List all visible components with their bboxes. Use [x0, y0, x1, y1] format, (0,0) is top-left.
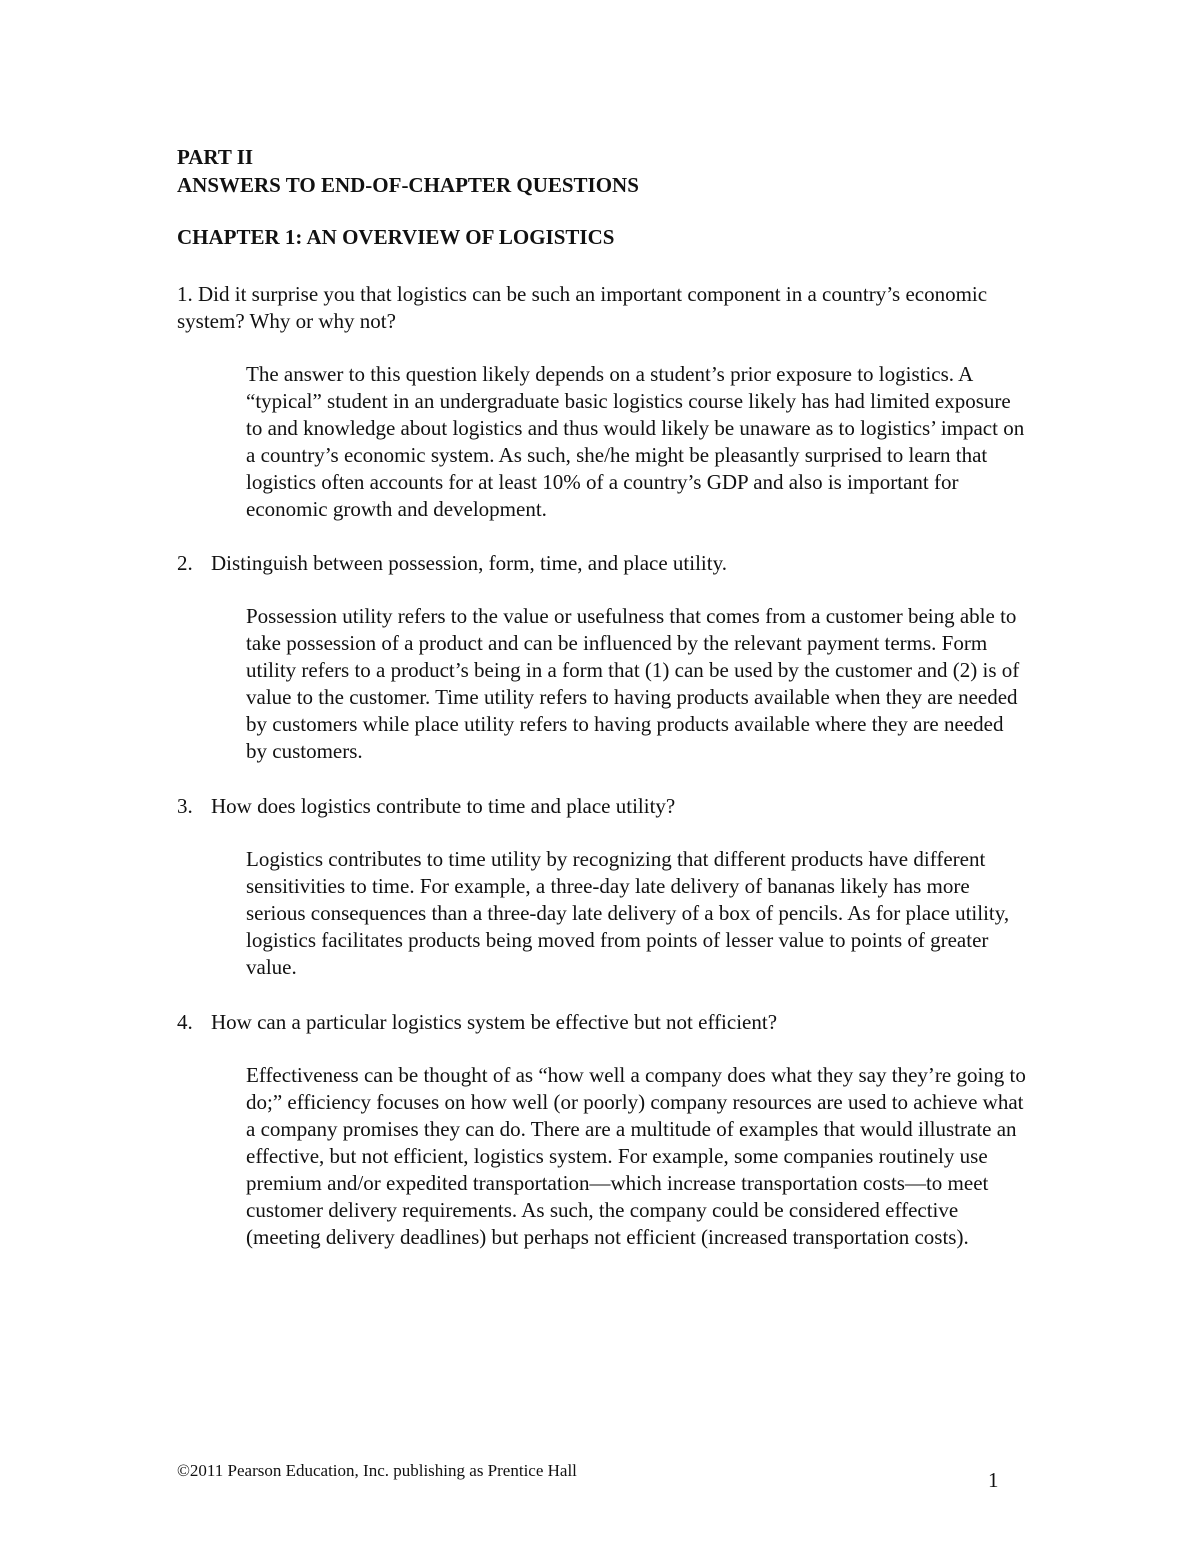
question-number: 4. [177, 1010, 193, 1034]
answer-2: Possession utility refers to the value or usefulness that comes from a customer being able to take possession of a product and can be influenced by the relevant payment terms. Form utility refers to a product’s being in a form that (1) can be used by the customer and (2) is of value to the customer. Time utility refers to having products available when they are needed by customers while place utility refers to having products available where they are needed by customers. [246, 604, 1020, 763]
copyright-footer: ©2011 Pearson Education, Inc. publishing as Prentice Hall [177, 1461, 577, 1480]
answer-3: Logistics contributes to time utility by recognizing that different products have different sensitivities to time. For example, a three-day late delivery of bananas likely has more serious consequences than a three-day late delivery of a box of pencils. As for place utility, logistics facilitates products being moved from points of lesser value to points of greater value. [246, 847, 1010, 979]
answer-1: The answer to this question likely depends on a student’s prior exposure to logistics. A “typical” student in an undergraduate basic logistics course likely has had limited exposure to and knowledge about logistics and thus would likely be unaware as to logistics’ impact on a country’s economic system. As such, she/he might be pleasantly surprised to learn that logistics often accounts for at least 10% of a country’s GDP and also is important for economic growth and development. [246, 362, 1025, 521]
question-block-3 [177, 793, 1057, 981]
chapter-title: CHAPTER 1: AN OVERVIEW OF LOGISTICS [177, 225, 615, 249]
question-3 [177, 793, 1057, 820]
question-text: Did it surprise you that logistics can be such an important component in a country’s economic system? Why or why not? [177, 282, 988, 333]
question-number: 2. [177, 551, 193, 575]
question-4 [177, 1009, 1057, 1036]
question-2 [177, 550, 1057, 577]
document-header [177, 143, 639, 199]
question-text: How can a particular logistics system be effective but not efficient? [211, 1010, 778, 1034]
answer-4: Effectiveness can be thought of as “how well a company does what they say they’re going to do;” efficiency focuses on how well (or poorly) company resources are used to achieve what a company promises they can do. There are a multitude of examples that would illustrate an effective, but not efficient, logistics system. For example, some companies routinely use premium and/or expedited transportation—which increase transportation costs—to meet customer delivery requirements. As such, the company could be considered effective (meeting delivery deadlines) but perhaps not efficient (increased transportation costs). [246, 1063, 1026, 1249]
question-number: 1. [177, 282, 193, 306]
part-heading: PART II [177, 145, 254, 169]
question-block-1 [177, 281, 1057, 523]
question-number: 3. [177, 794, 193, 818]
question-block-4 [177, 1009, 1057, 1251]
question-text: How does logistics contribute to time and place utility? [211, 794, 676, 818]
question-text: Distinguish between possession, form, time, and place utility. [211, 551, 727, 575]
question-1 [177, 281, 1057, 335]
page-number: 1 [988, 1468, 999, 1492]
question-block-2 [177, 550, 1057, 765]
section-heading: ANSWERS TO END-OF-CHAPTER QUESTIONS [177, 173, 639, 197]
